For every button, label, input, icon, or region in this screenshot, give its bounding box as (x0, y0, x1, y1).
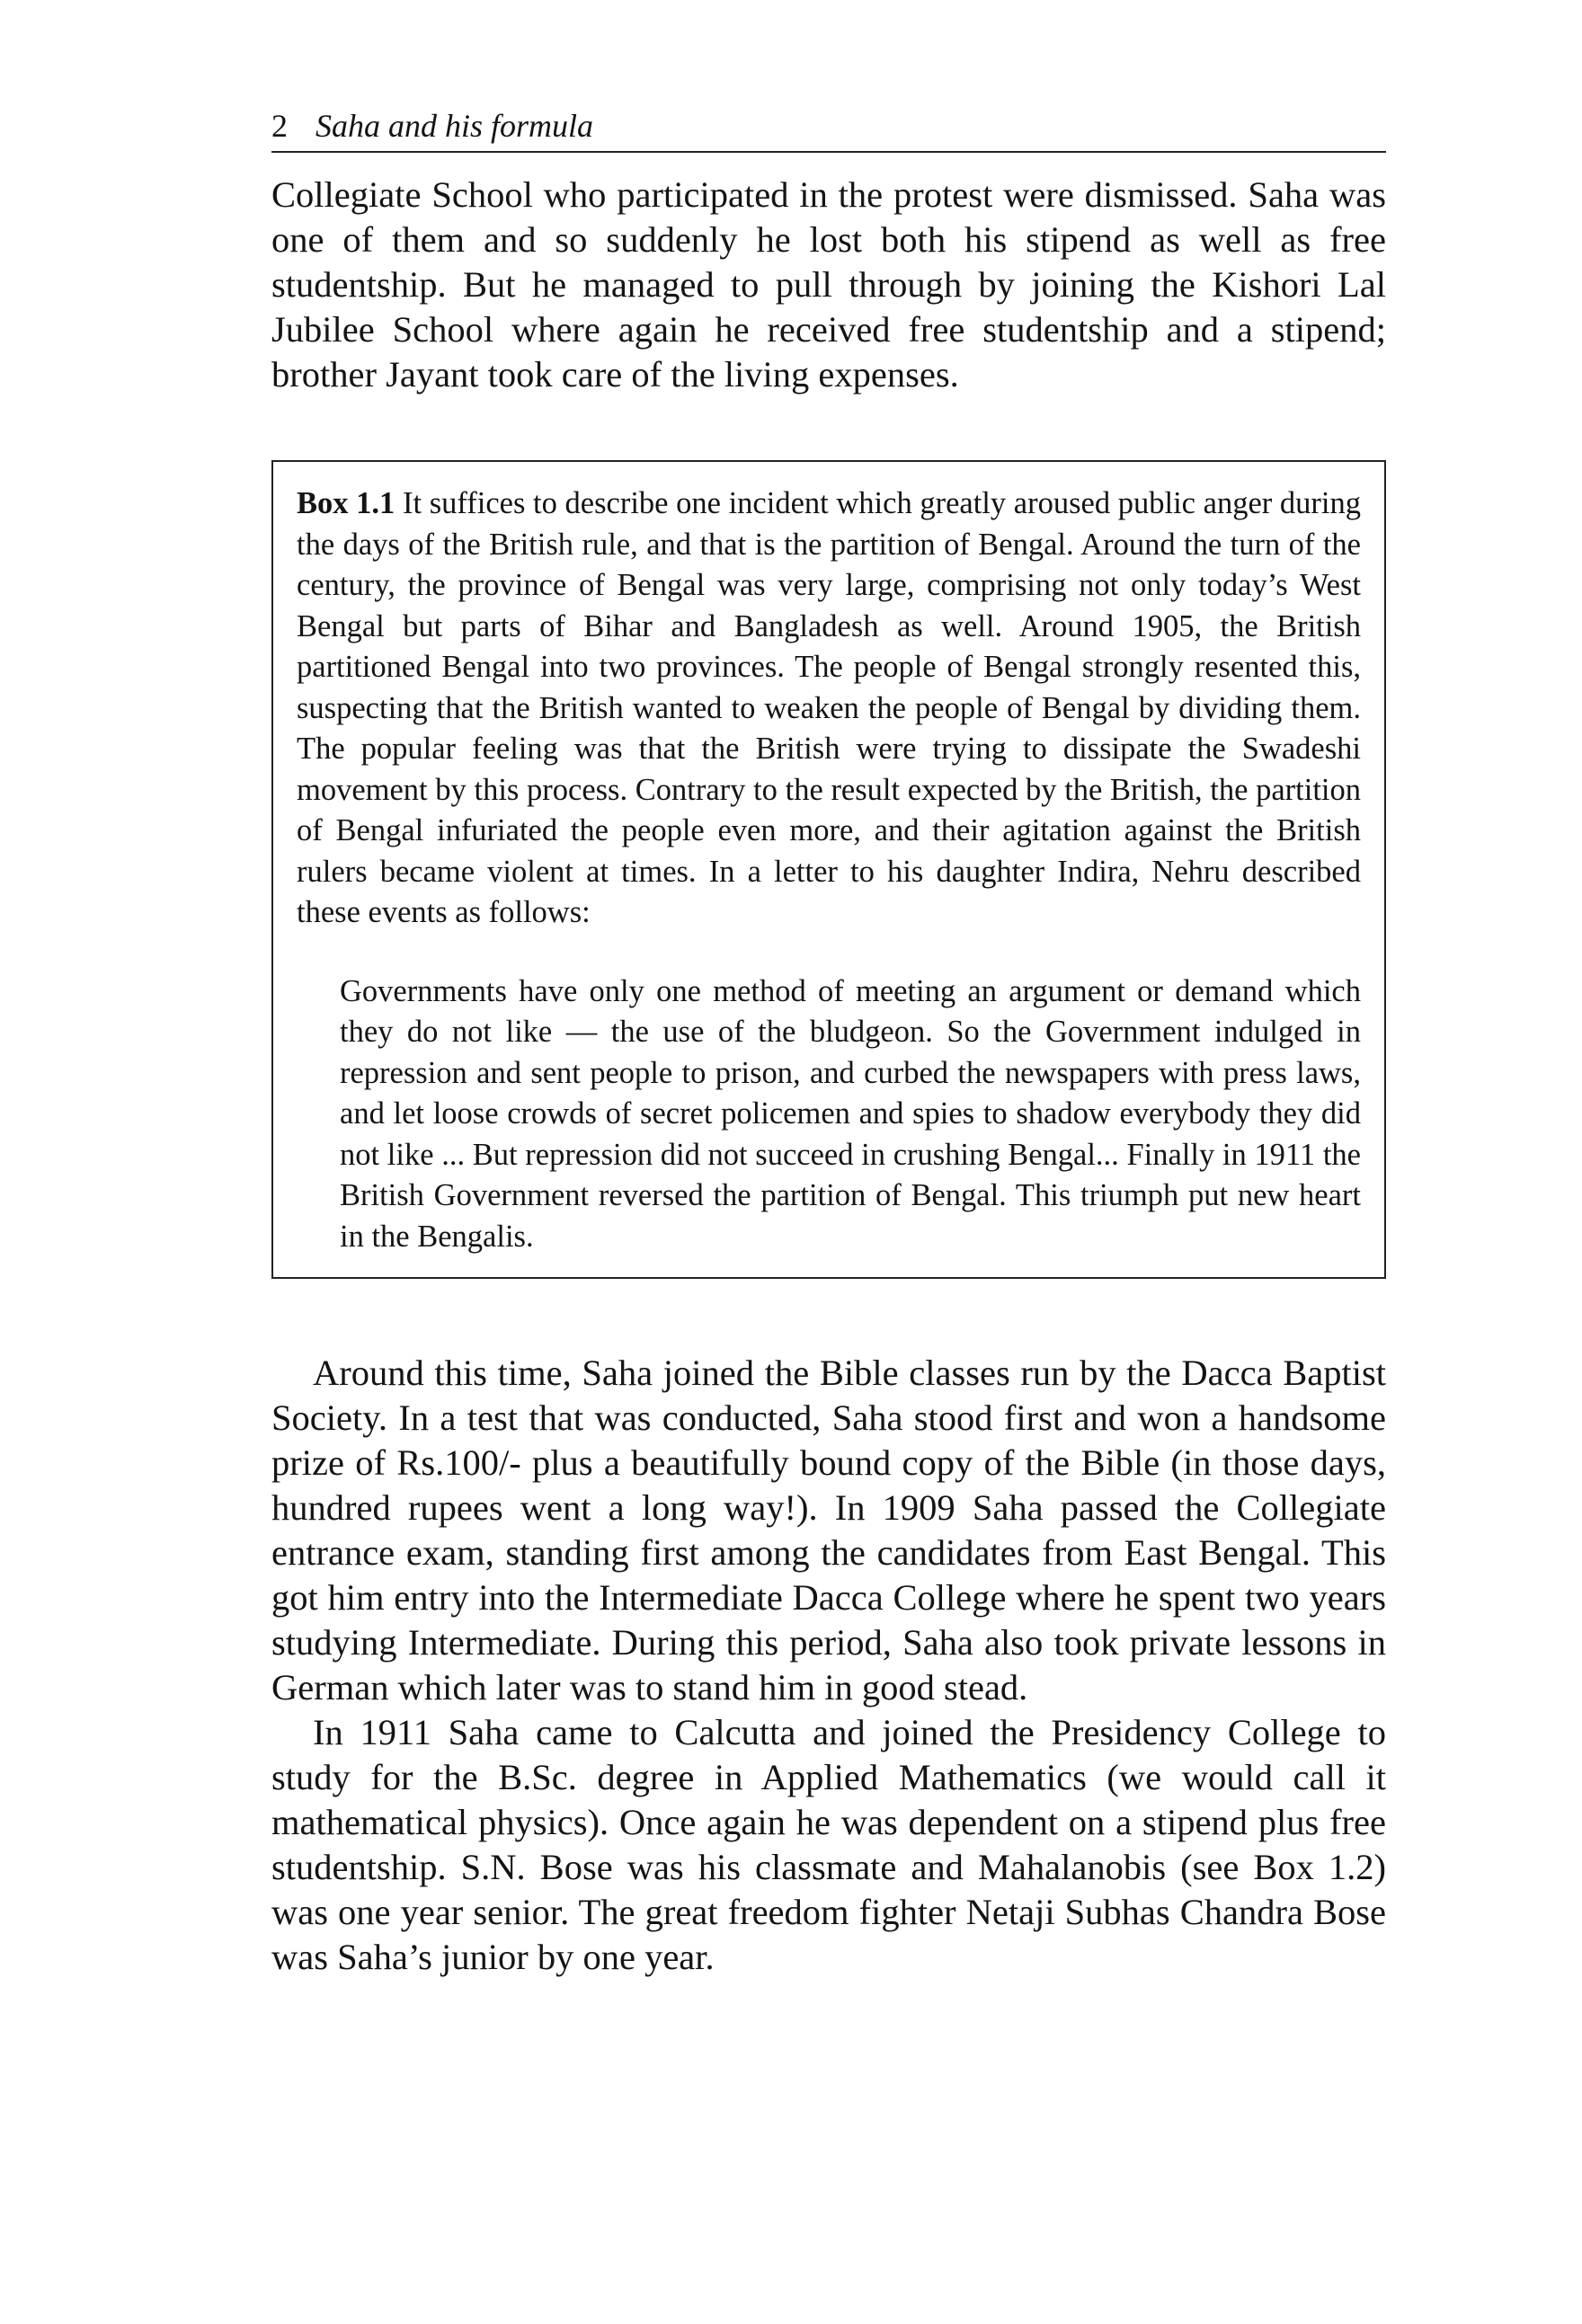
running-head (271, 106, 1386, 153)
intro-paragraph: Collegiate School who participated in the protest were dismissed. Saha was one of them and so suddenly he lost both his stipend as well as free studentship. But he managed to pull through by joining the Kishori Lal Jubilee School where again he received free studentship and a stipend; brother Jayant took care of the living expenses. (271, 174, 1386, 395)
running-title: Saha and his formula (316, 108, 594, 144)
box-1-1 (271, 460, 1386, 1279)
paragraph-bible-classes: Around this time, Saha joined the Bible classes run by the Dacca Baptist Society. In a test that was conducted, Saha stood first and won a handsome prize of Rs.100/- plus a beautifully bound copy of the Bible (in those days, hundred rupees went a long way!). In 1909 Saha passed the Collegiate entrance exam, standing first among the candidates from East Bengal. This got him entry into the Intermediate Dacca College where he spent two years studying Intermediate. During this period, Saha also took private lessons in German which later was to stand him in good stead. (271, 1353, 1386, 1708)
box-label: Box 1.1 (297, 486, 396, 520)
paragraph-presidency-college: In 1911 Saha came to Calcutta and joined the Presidency College to study for the B.Sc. degree in Applied Mathematics (we would call it mathematical physics). Once again he was dependent on a stipend plus free studentship. S.N. Bose was his classmate and Mahalanobis (see Box 1.2) was one year senior. The great freedom fighter Netaji Subhas Chandra Bose was Saha’s junior by one year. (271, 1712, 1386, 1977)
book-page (271, 106, 1386, 1980)
nehru-quote: Governments have only one method of meeting an argument or demand which they do not like — the use of the bludgeon. So the Government indulged in repression and sent people to prison, and curbed the newspapers with press laws, and let loose crowds of secret policemen and spies to shadow everybody they did not like ... But repression did not succeed in crushing Bengal... Finally in 1911 the British Government reversed the partition of Bengal. This triumph put new heart in the Bengalis. (340, 973, 1361, 1254)
box-body: It suffices to describe one incident which greatly aroused public anger during the days of the British rule, and that is the partition of Bengal. Around the turn of the century, the province of Bengal was very large, comprising not only today’s West Bengal but parts of Bihar and Bangladesh as well. Around 1905, the British partitioned Bengal into two provinces. The people of Bengal strongly resented this, suspecting that the British wanted to weaken the people of Bengal by dividing them. The popular feeling was that the British were trying to dissipate the Swadeshi movement by this process. Contrary to the result expected by the British, the partition of Bengal infuriated the people even more, and their agitation against the British rulers became violent at times. In a letter to his daughter Indira, Nehru described these events as follows: (297, 486, 1361, 929)
main-text (271, 1351, 1386, 1980)
page-number: 2 (271, 108, 288, 144)
box-text (297, 483, 1361, 934)
